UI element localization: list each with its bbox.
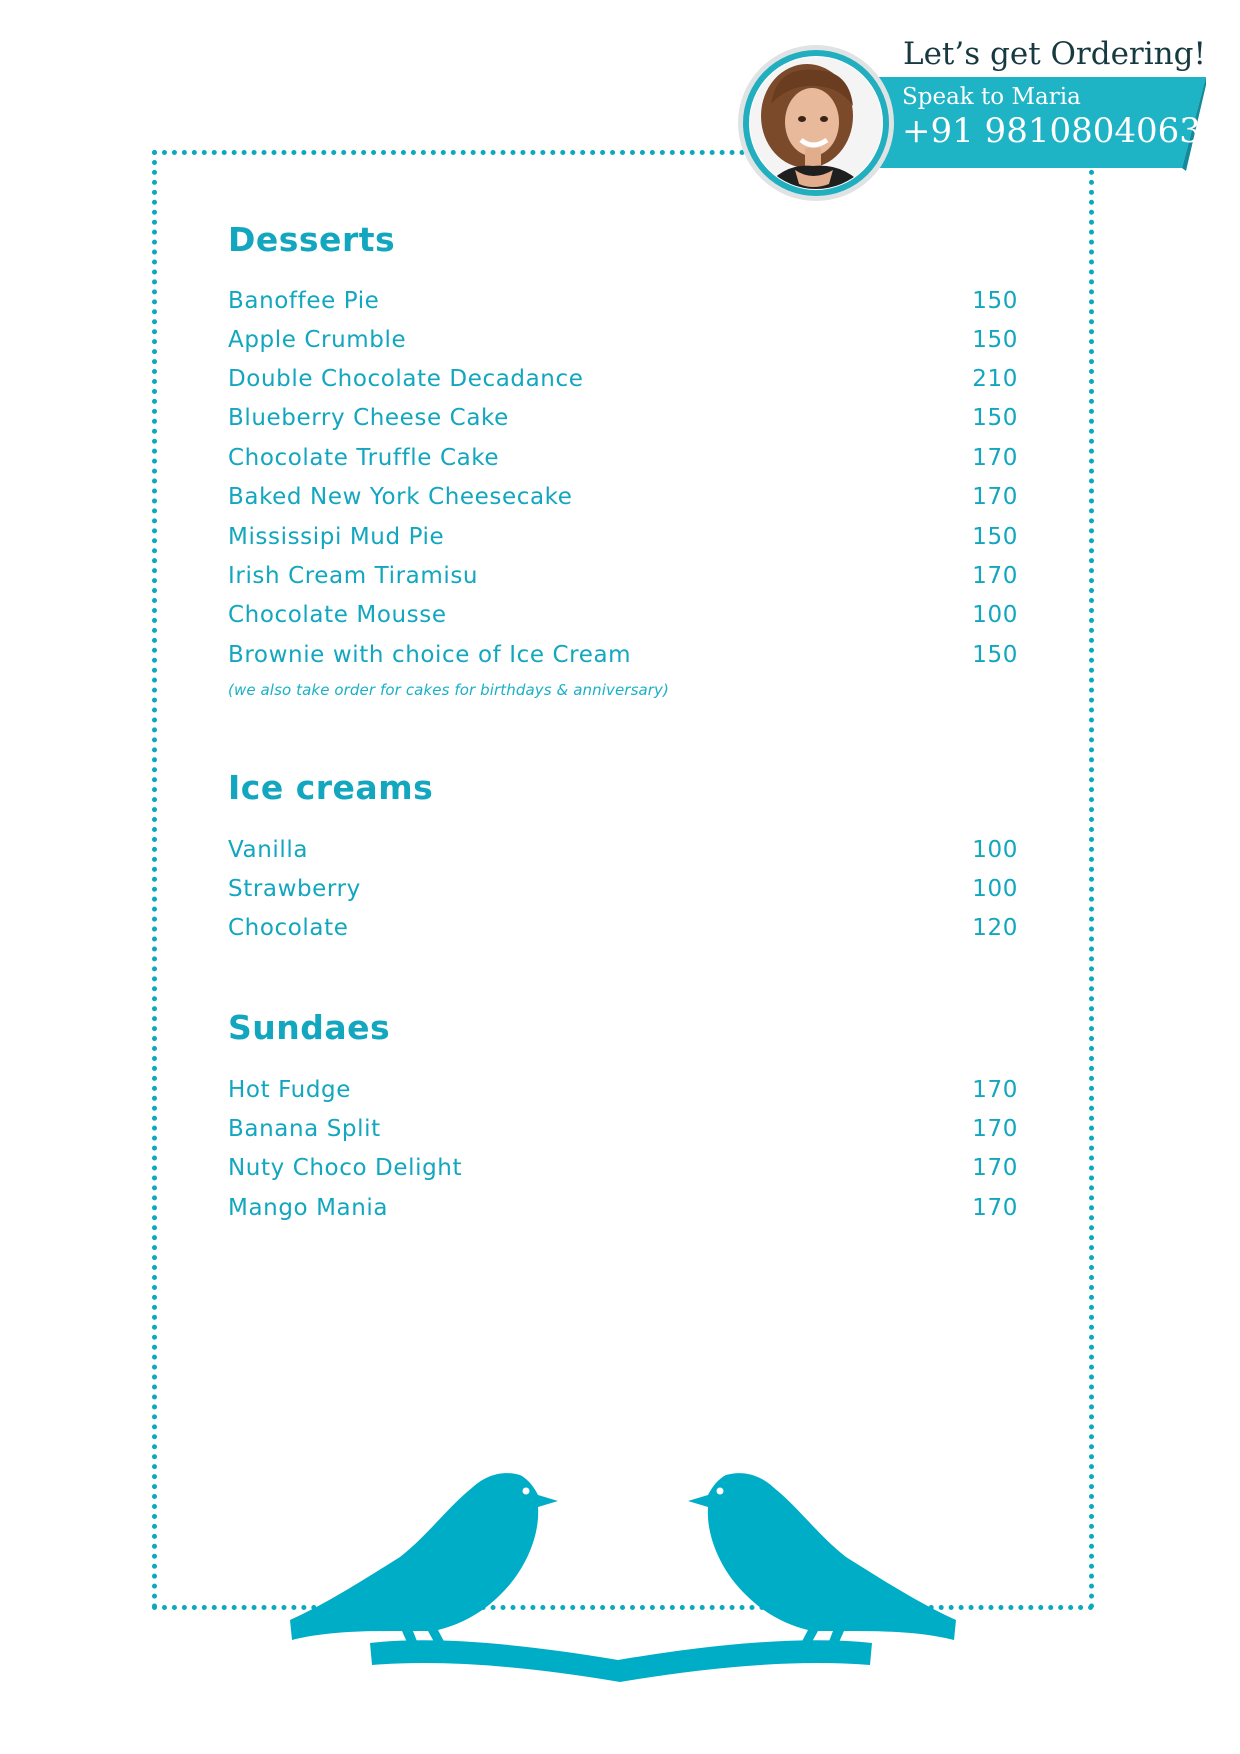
item-name: Hot Fudge [228, 1077, 351, 1103]
item-price: 170 [972, 1077, 1018, 1103]
item-price: 100 [972, 837, 1018, 863]
item-name: Nuty Choco Delight [228, 1155, 463, 1181]
item-name: Strawberry [228, 876, 361, 902]
item-name: Blueberry Cheese Cake [228, 405, 509, 431]
item-price: 210 [972, 366, 1018, 392]
section-ice-creams [228, 768, 1018, 807]
item-name: Vanilla [228, 837, 309, 863]
item-price: 100 [972, 876, 1018, 902]
desserts-note: (we also take order for cakes for birthdays & anniversary) [228, 681, 669, 699]
item-price: 170 [972, 563, 1018, 589]
item-price: 170 [972, 1116, 1018, 1142]
item-name: Chocolate Mousse [228, 602, 447, 628]
birds-on-branch-icon [288, 1465, 958, 1695]
item-price: 170 [972, 445, 1018, 471]
speak-to-label: Speak to Maria [902, 84, 1081, 110]
item-name: Banoffee Pie [228, 288, 380, 314]
section-title-ice-creams: Ice creams [228, 768, 434, 807]
menu-item [228, 400, 1018, 436]
item-price: 100 [972, 602, 1018, 628]
item-name: Baked New York Cheesecake [228, 484, 573, 510]
item-name: Chocolate Truffle Cake [228, 445, 500, 471]
item-price: 150 [972, 288, 1018, 314]
section-sundaes [228, 1008, 1018, 1047]
menu-item [228, 558, 1018, 594]
item-name: Banana Split [228, 1116, 381, 1142]
order-heading: Let’s get Ordering! [903, 36, 1206, 72]
item-name: Brownie with choice of Ice Cream [228, 642, 632, 668]
item-price: 150 [972, 524, 1018, 550]
section-desserts [228, 220, 1018, 259]
menu-item [228, 1111, 1018, 1147]
avatar [737, 44, 895, 202]
menu-item [228, 479, 1018, 515]
item-price: 170 [972, 484, 1018, 510]
phone-number-link[interactable]: +91 9810804063 [902, 111, 1201, 151]
item-price: 150 [972, 405, 1018, 431]
menu-item [228, 637, 1018, 673]
item-price: 120 [972, 915, 1018, 941]
section-title-desserts: Desserts [228, 220, 396, 259]
menu-item [228, 1190, 1018, 1226]
menu-item [228, 1150, 1018, 1186]
menu-item [228, 871, 1018, 907]
menu-item [228, 322, 1018, 358]
item-price: 170 [972, 1195, 1018, 1221]
menu-item [228, 1072, 1018, 1108]
item-name: Irish Cream Tiramisu [228, 563, 479, 589]
item-name: Double Chocolate Decadance [228, 366, 584, 392]
item-price: 150 [972, 642, 1018, 668]
menu-item [228, 597, 1018, 633]
item-price: 150 [972, 327, 1018, 353]
item-price: 170 [972, 1155, 1018, 1181]
menu-item [228, 519, 1018, 555]
menu-item [228, 832, 1018, 868]
item-name: Chocolate [228, 915, 349, 941]
item-name: Mississipi Mud Pie [228, 524, 445, 550]
menu-item [228, 283, 1018, 319]
menu-item [228, 361, 1018, 397]
item-name: Apple Crumble [228, 327, 407, 353]
section-title-sundaes: Sundaes [228, 1008, 391, 1047]
menu-item [228, 910, 1018, 946]
item-name: Mango Mania [228, 1195, 389, 1221]
menu-item [228, 440, 1018, 476]
